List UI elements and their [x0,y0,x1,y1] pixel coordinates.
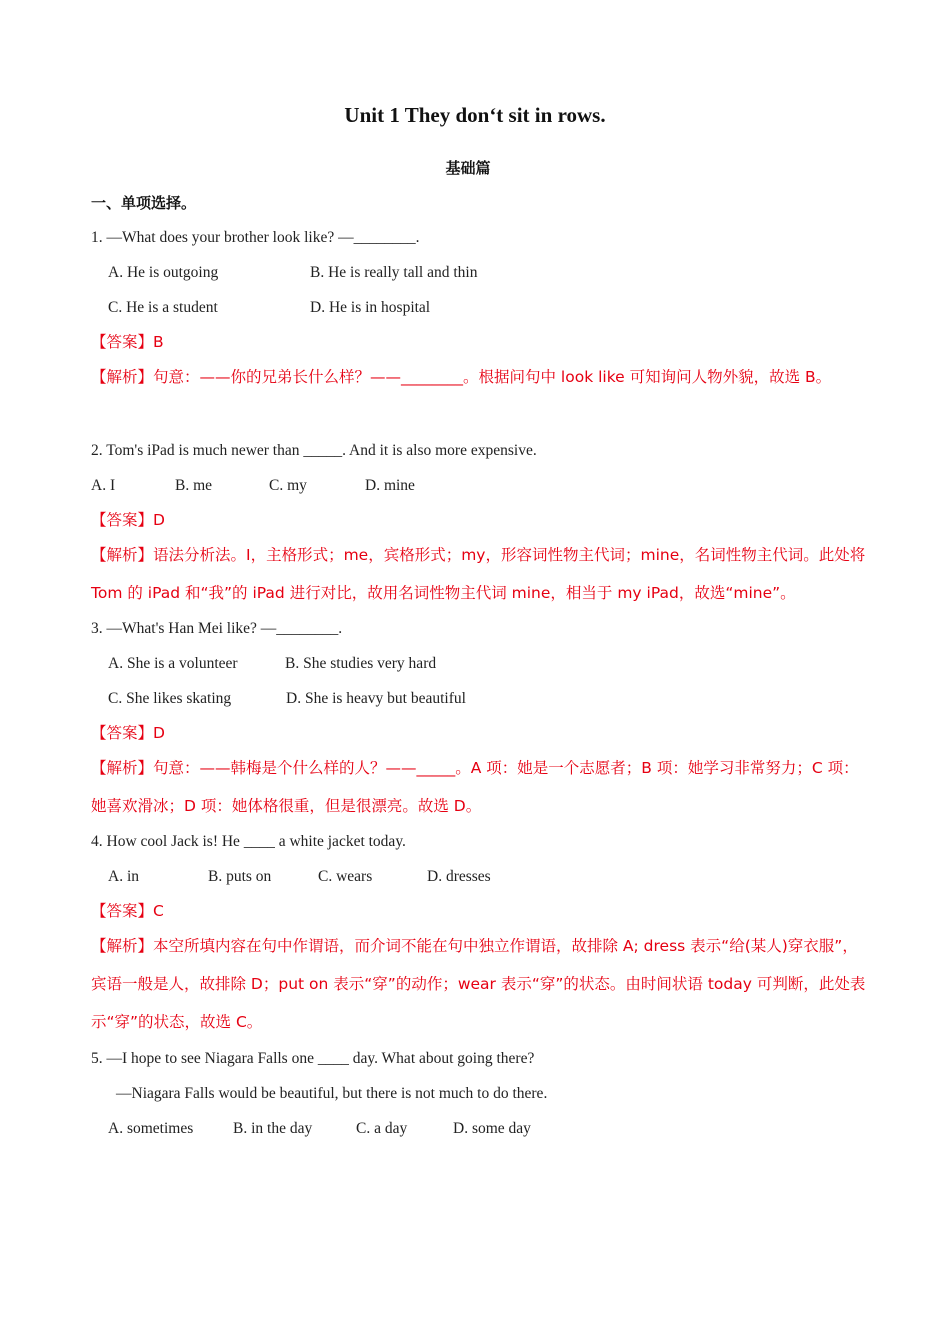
question-1-option-a: A. He is outgoing [108,264,219,281]
question-4-option-c: C. wears [318,868,373,885]
question-3-analysis: 【解析】句意：——韩梅是个什么样的人？——_____。A 项：她是一个志愿者；B 项：她学习非常努力；C 项：她喜欢滑冰；D 项：她体格很重，但是很漂亮。故选 D。 [91,759,859,815]
question-2-answer: 【答案】D [91,511,165,529]
question-1-option-b: B. He is really tall and thin [310,264,478,281]
question-3-answer: 【答案】D [91,724,165,742]
page-title: Unit 1 They don‘t sit in rows. [344,103,606,127]
question-3-option-d: D. She is heavy but beautiful [286,690,466,707]
question-4-option-b: B. puts on [208,868,272,885]
question-5-option-c: C. a day [356,1120,408,1137]
question-3-stem: 3. —What's Han Mei like? —________. [91,620,343,637]
question-4-answer: 【答案】C [91,902,164,920]
question-1-answer: 【答案】B [91,333,164,351]
question-5-option-a: A. sometimes [108,1120,194,1137]
question-4-option-d: D. dresses [427,868,491,885]
question-5-stem-reply: —Niagara Falls would be beautiful, but there is not much to do there. [116,1085,548,1102]
question-2-option-d: D. mine [365,477,415,494]
question-5-option-d: D. some day [453,1120,531,1137]
question-5-stem: 5. —I hope to see Niagara Falls one ____ day. What about going there? [91,1050,535,1067]
question-5-option-b: B. in the day [233,1120,313,1137]
question-1-option-d: D. He is in hospital [310,299,431,316]
question-2-option-a: A. I [91,477,116,494]
question-2-option-b: B. me [175,477,213,494]
section-heading: 一、单项选择。 [91,194,197,212]
question-3-option-b: B. She studies very hard [285,655,437,672]
question-2-option-c: C. my [269,477,307,494]
question-4-stem: 4. How cool Jack is! He ____ a white jacket today. [91,833,406,850]
question-2-stem: 2. Tom's iPad is much newer than _____. And it is also more expensive. [91,442,537,459]
question-4-option-a: A. in [108,868,139,885]
question-3-option-a: A. She is a volunteer [108,655,238,672]
question-1-stem: 1. —What does your brother look like? —________. [91,229,420,246]
question-1-analysis: 【解析】句意：——你的兄弟长什么样？——________。根据问句中 look like 可知询问人物外貌，故选 B。 [91,368,832,386]
question-3-option-c: C. She likes skating [108,690,232,707]
question-2-analysis: 【解析】语法分析法。I，主格形式；me，宾格形式；my，形容词性物主代词；mine，名词性物主代词。此处将 Tom 的 iPad 和“我”的 iPad 进行对比，故用名词性物主代词 mine，相当于 my iPad，故选“mine”。 [91,546,866,602]
question-1-option-c: C. He is a student [108,299,218,316]
question-4-analysis: 【解析】本空所填内容在句中作谓语，而介词不能在句中独立作谓语，故排除 A; dress 表示“给(某人)穿衣服”，宾语一般是人，故排除 D；put on 表示“穿”的动作；wear 表示“穿”的状态。由时间状语 today 可判断，此处表示“穿”的状态，故选 C。 [91,937,866,1031]
subtitle: 基础篇 [445,159,491,177]
